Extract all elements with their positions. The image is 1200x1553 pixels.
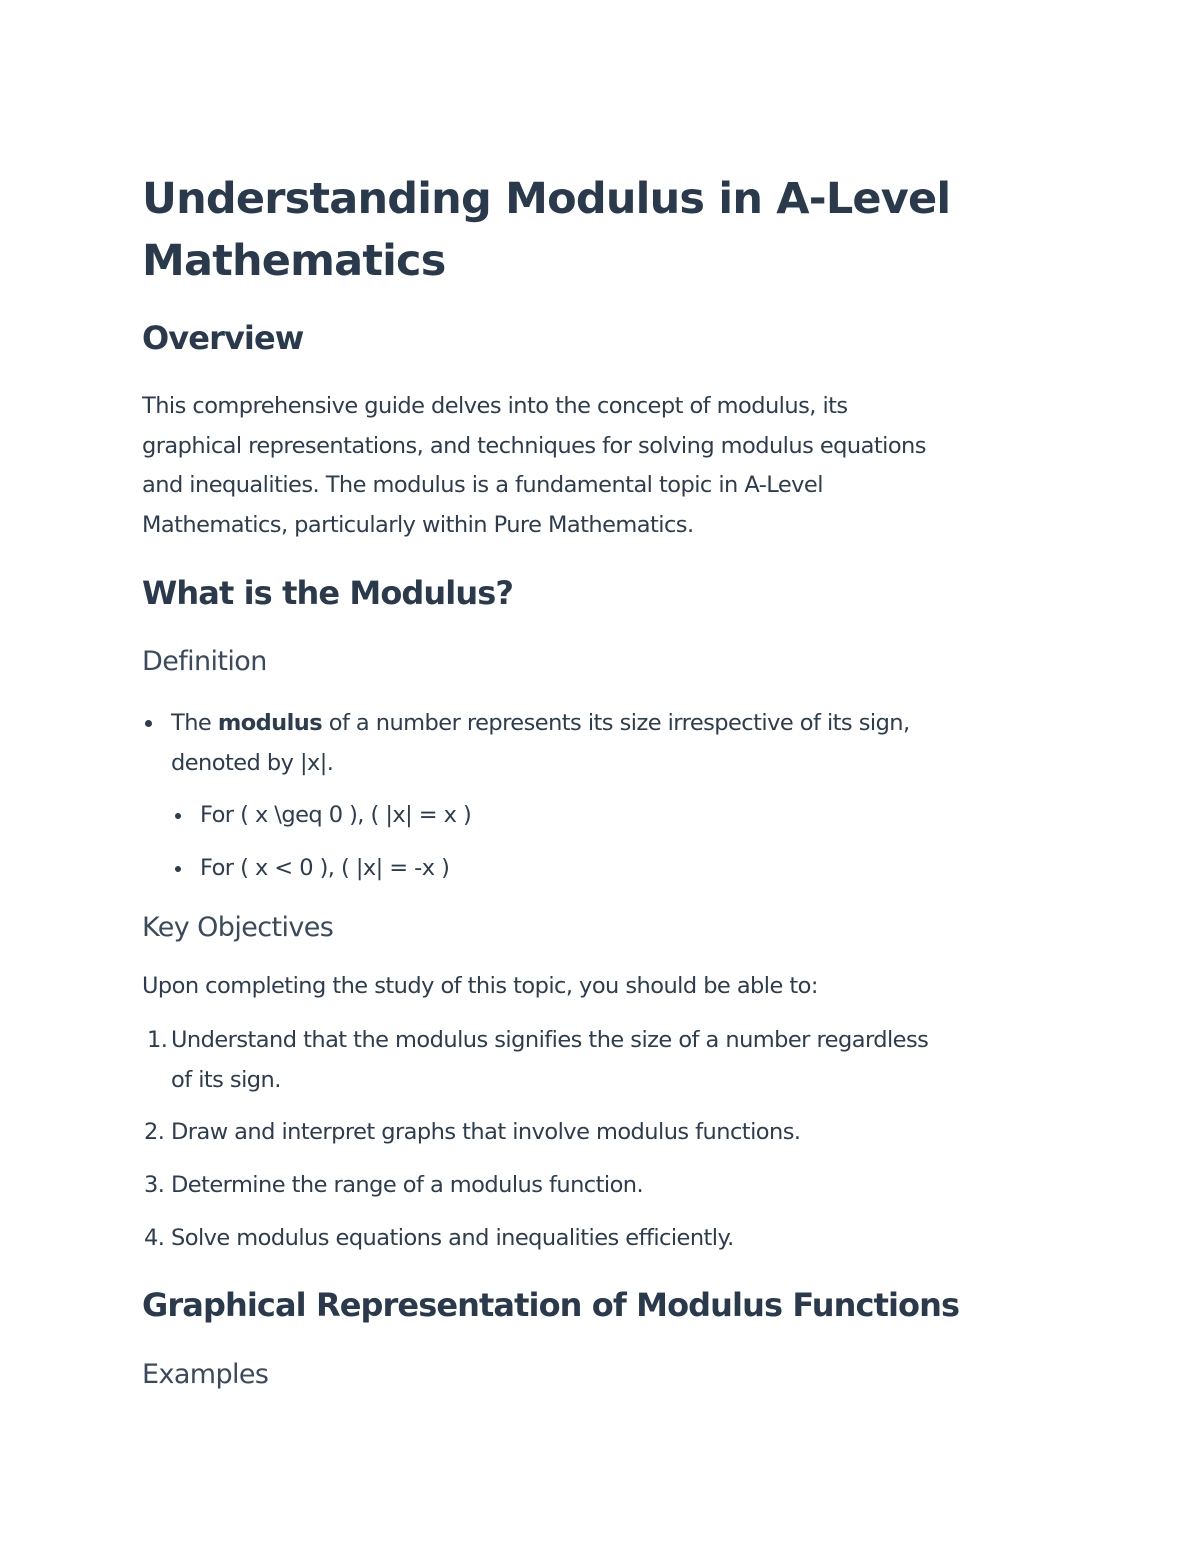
definition-bullet-line-1 <box>171 704 1041 744</box>
page-title-line-1: Understanding Modulus in A-Level <box>142 174 951 224</box>
bullet-dot <box>145 720 152 727</box>
list-number: 4. <box>144 1225 165 1251</box>
page-title-line-2: Mathematics <box>142 236 446 286</box>
overview-heading: Overview <box>142 319 304 357</box>
overview-paragraph <box>142 387 1042 545</box>
definition-bullet <box>171 704 1041 783</box>
overview-line: graphical representations, and techniques for solving modulus equations <box>142 432 926 459</box>
list-number: 2. <box>144 1119 165 1145</box>
sub-bullet-dot <box>175 813 181 819</box>
modulus-term: modulus <box>217 710 323 736</box>
sub-bullet-dot <box>175 866 181 872</box>
objective-line: Understand that the modulus signifies the size of a number regardless <box>171 1027 929 1053</box>
key-objectives-heading: Key Objectives <box>142 912 334 943</box>
list-number: 1. <box>147 1027 168 1053</box>
what-is-heading: What is the Modulus? <box>142 574 514 612</box>
overview-line: Mathematics, particularly within Pure Mathematics. <box>142 511 694 538</box>
examples-heading: Examples <box>142 1359 269 1390</box>
definition-heading: Definition <box>142 646 267 677</box>
sub-bullet-item: For ( x \geq 0 ), ( |x| = x ) <box>200 802 472 828</box>
graphical-heading: Graphical Representation of Modulus Functions <box>142 1286 960 1324</box>
sub-bullet-item: For ( x < 0 ), ( |x| = -x ) <box>200 855 450 881</box>
objective-item: Determine the range of a modulus function. <box>171 1172 644 1198</box>
overview-line: This comprehensive guide delves into the concept of modulus, its <box>142 393 848 419</box>
objectives-intro-text: Upon completing the study of this topic, you should be able to: <box>142 973 818 999</box>
definition-prefix: The <box>171 710 218 736</box>
objective-item <box>171 1021 1041 1100</box>
objective-item: Draw and interpret graphs that involve modulus functions. <box>171 1119 801 1145</box>
objective-item: Solve modulus equations and inequalities efficiently. <box>171 1225 734 1251</box>
overview-line: and inequalities. The modulus is a fundamental topic in A-Level <box>142 472 823 498</box>
objective-line: of its sign. <box>171 1066 281 1093</box>
objectives-intro <box>142 967 1042 1007</box>
list-number: 3. <box>144 1172 165 1198</box>
page-title <box>142 168 1042 292</box>
definition-bullet-line-2: denoted by |x|. <box>171 749 334 776</box>
definition-suffix: of a number represents its size irrespective of its sign, <box>322 710 910 736</box>
